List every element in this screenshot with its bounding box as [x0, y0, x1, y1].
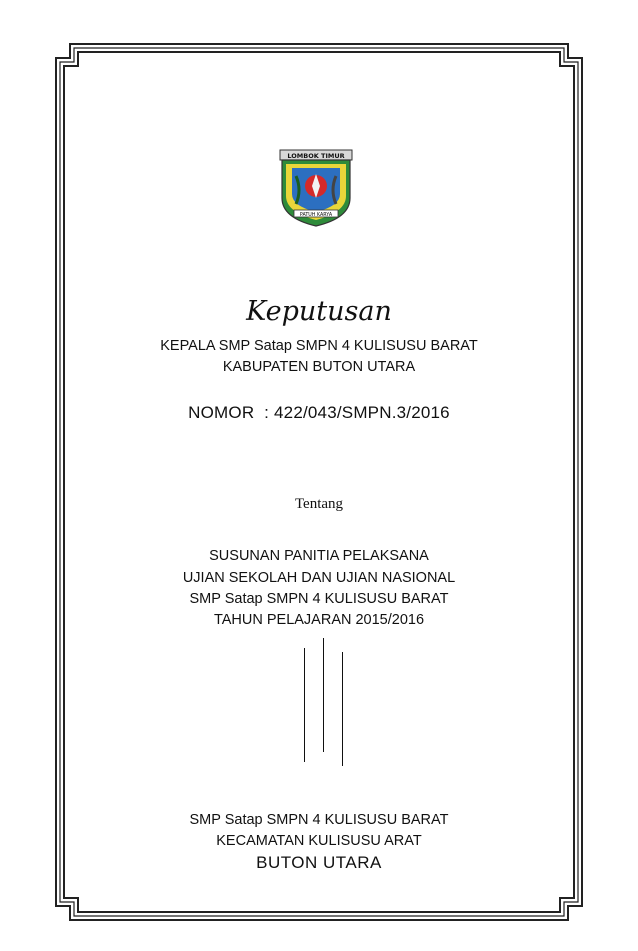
logo-banner-text: LOMBOK TIMUR — [287, 152, 345, 160]
document-title: Keputusan — [246, 296, 392, 327]
decorative-line-right — [342, 652, 343, 766]
logo-motto-text: PATUH KARYA — [299, 213, 333, 218]
decree-number: NOMOR : 422/043/SMPN.3/2016 — [188, 403, 450, 422]
footer-district: KECAMATAN KULISUSU ARAT — [216, 833, 422, 849]
regency-emblem-icon — [274, 146, 358, 230]
tentang-label: Tentang — [294, 496, 344, 512]
subject-line-4: TAHUN PELAJARAN 2015/2016 — [213, 612, 425, 628]
decorative-line-middle — [323, 638, 324, 752]
subtitle-line-1: KEPALA SMP Satap SMPN 4 KULISUSU BARAT — [160, 338, 478, 354]
footer-school: SMP Satap SMPN 4 KULISUSU BARAT — [189, 812, 449, 828]
subtitle-line-2: KABUPATEN BUTON UTARA — [222, 359, 416, 375]
subject-line-3: SMP Satap SMPN 4 KULISUSU BARAT — [189, 591, 449, 607]
subject-line-1: SUSUNAN PANITIA PELAKSANA — [209, 548, 429, 564]
decorative-line-left — [304, 648, 305, 762]
footer-regency: BUTON UTARA — [256, 853, 382, 872]
subject-line-2: UJIAN SEKOLAH DAN UJIAN NASIONAL — [182, 570, 456, 586]
